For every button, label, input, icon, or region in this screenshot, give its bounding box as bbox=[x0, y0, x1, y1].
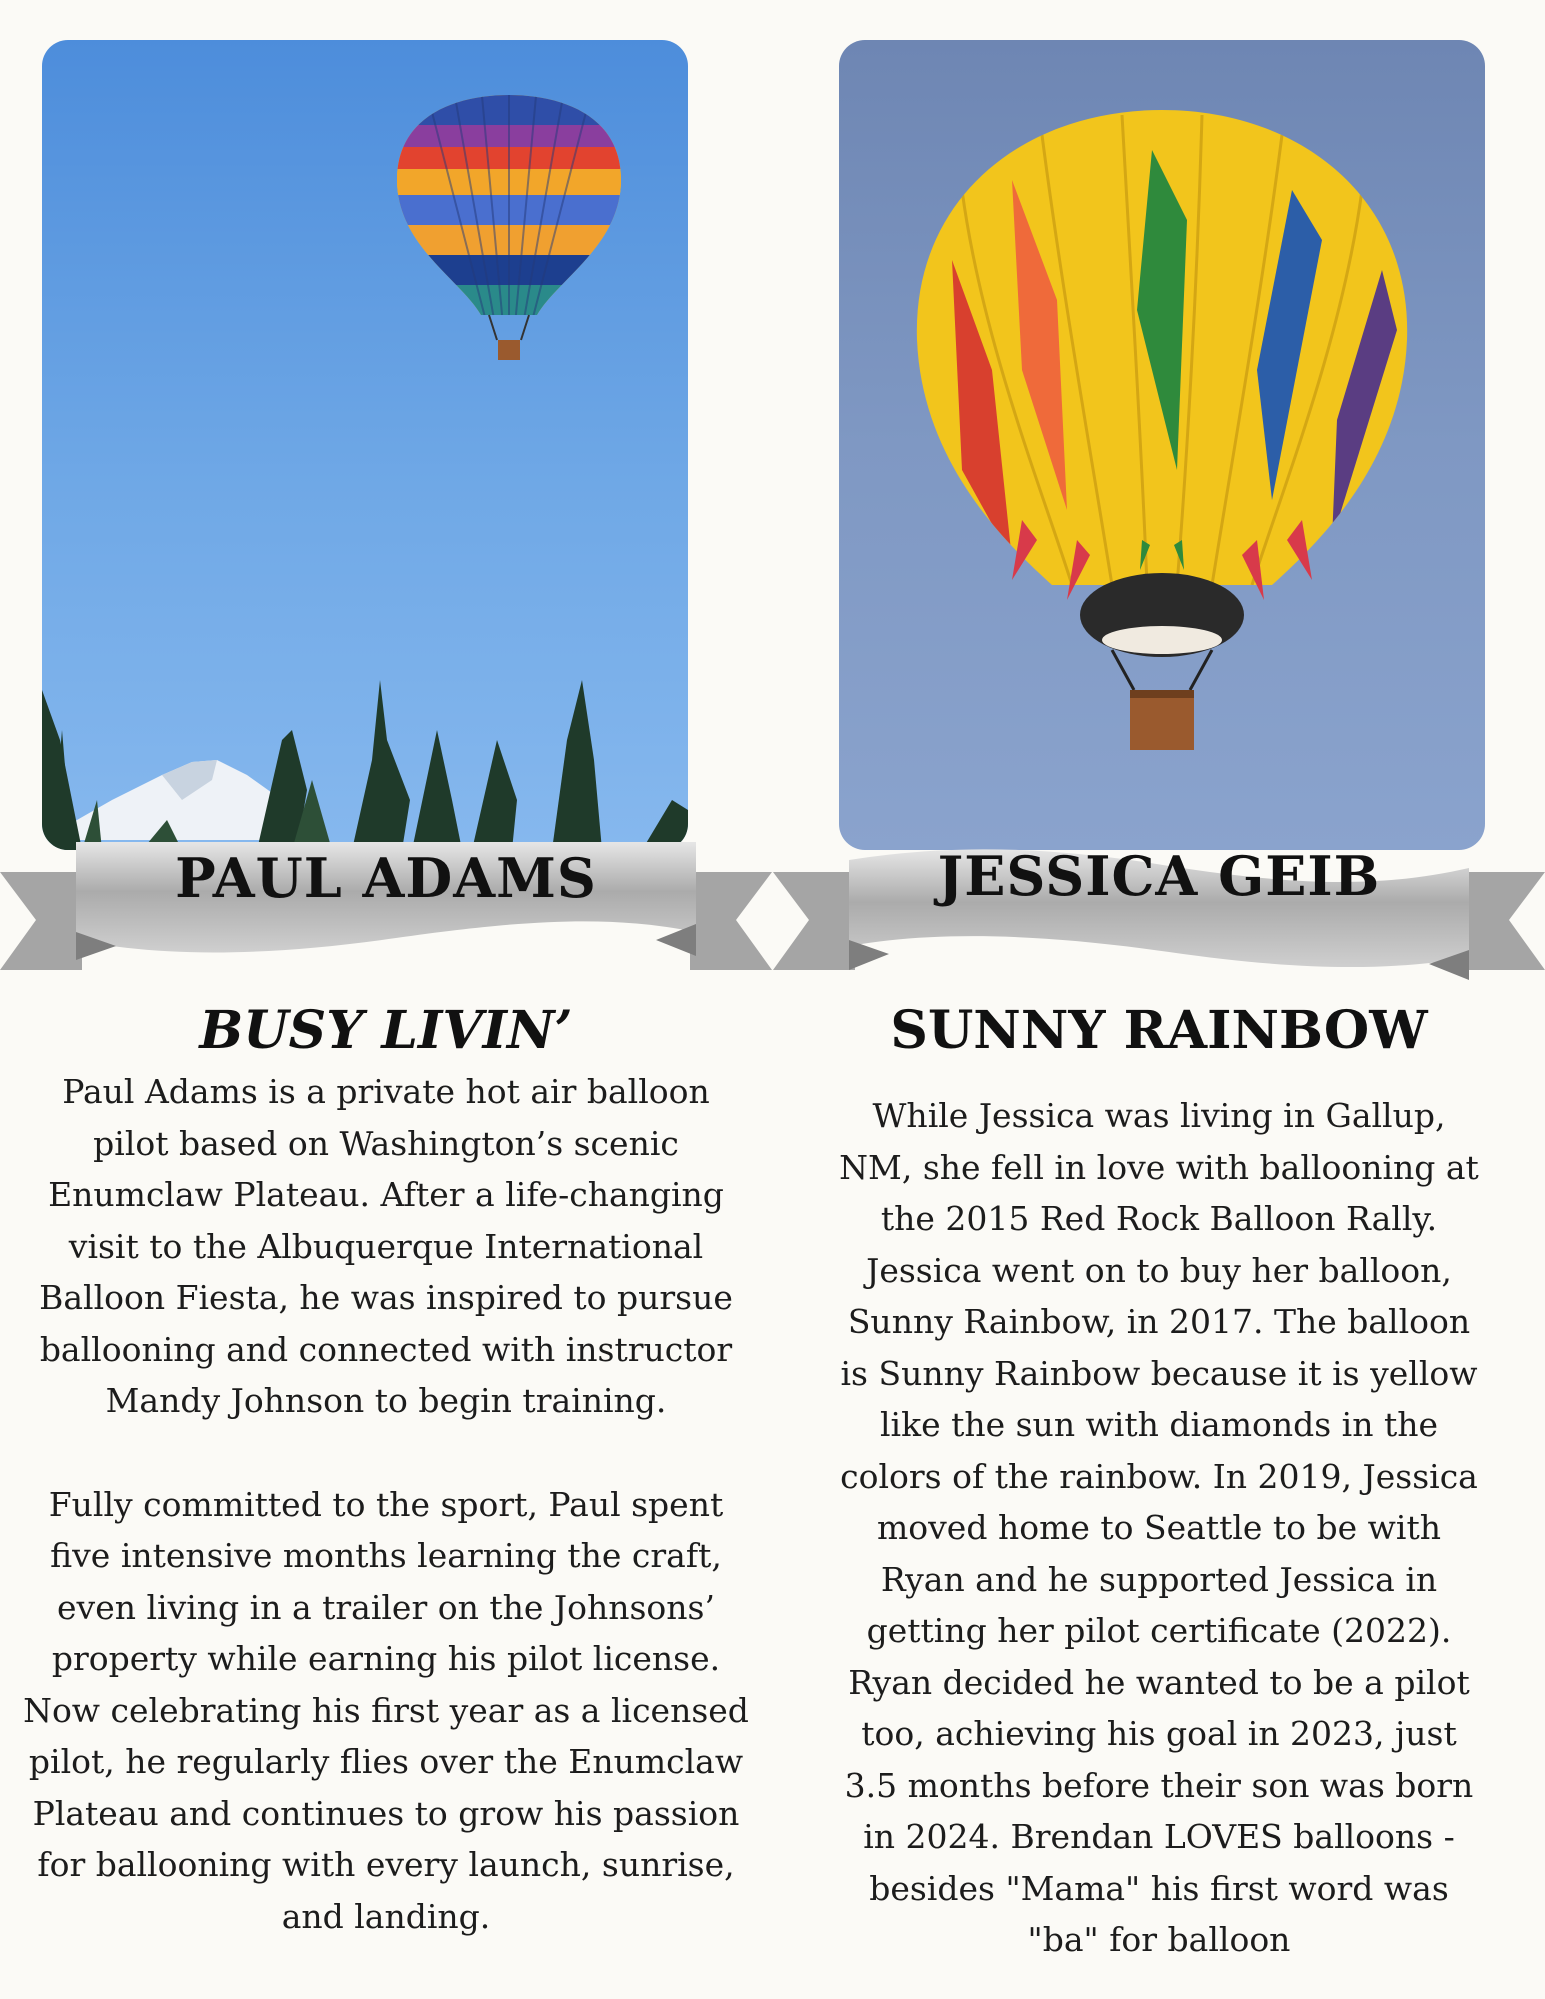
bio-paragraph bbox=[773, 1090, 1545, 1966]
bio-line: visit to the Albuquerque International bbox=[68, 1226, 704, 1266]
bio-line: Ryan decided he wanted to be a pilot bbox=[848, 1662, 1470, 1702]
bio-line: colors of the rainbow. In 2019, Jessica bbox=[840, 1456, 1478, 1496]
balloon-name-heading: BUSY LIVIN’ bbox=[199, 1000, 573, 1061]
bio-line: even living in a trailer on the Johnsons’ bbox=[57, 1587, 715, 1627]
pilot-name: JESSICA GEIB bbox=[937, 844, 1381, 908]
bio-line: pilot, he regularly flies over the Enumclaw bbox=[28, 1742, 744, 1781]
bio-line: Mandy Johnson to begin training. bbox=[105, 1381, 667, 1420]
bio-line: besides "Mama" his first word was bbox=[869, 1868, 1449, 1908]
balloon-name-heading: SUNNY RAINBOW bbox=[890, 1000, 1428, 1061]
bio-line: in 2024. Brendan LOVES balloons - bbox=[863, 1817, 1455, 1856]
balloon-photo-sunny-rainbow bbox=[839, 40, 1485, 850]
bio-line: While Jessica was living in Gallup, bbox=[872, 1096, 1446, 1135]
pilot-card-jessica-geib bbox=[773, 0, 1545, 1999]
bio-line: getting her pilot certificate (2022). bbox=[866, 1611, 1452, 1650]
bio-paragraph bbox=[0, 1066, 772, 1427]
name-ribbon-banner bbox=[769, 820, 1545, 1010]
name-ribbon-banner bbox=[0, 820, 776, 1010]
bio-line: "ba" for balloon bbox=[1027, 1920, 1291, 1959]
bio-line: for ballooning with every launch, sunrise, bbox=[37, 1845, 735, 1884]
bio-line: too, achieving his goal in 2023, just bbox=[861, 1714, 1457, 1753]
bio-line: NM, she fell in love with ballooning at bbox=[839, 1147, 1479, 1187]
bio-line: the 2015 Red Rock Balloon Rally. bbox=[880, 1199, 1438, 1238]
pilot-bio bbox=[773, 1090, 1545, 1966]
bio-line: ballooning and connected with instructor bbox=[39, 1329, 733, 1369]
bio-line: Paul Adams is a private hot air balloon bbox=[62, 1072, 710, 1111]
bio-line: like the sun with diamonds in the bbox=[879, 1405, 1439, 1444]
bio-line: Sunny Rainbow, in 2017. The balloon bbox=[847, 1302, 1471, 1341]
bio-line: moved home to Seattle to be with bbox=[877, 1508, 1441, 1547]
bio-line: and landing. bbox=[281, 1896, 491, 1936]
bio-line: Plateau and continues to grow his passion bbox=[32, 1793, 740, 1833]
bio-line: Enumclaw Plateau. After a life-changing bbox=[48, 1175, 724, 1214]
bio-line: Balloon Fiesta, he was inspired to pursue bbox=[39, 1278, 733, 1317]
pilot-card-paul-adams bbox=[0, 0, 772, 1999]
balloon-over-mountain-illustration bbox=[42, 40, 688, 850]
bio-line: Fully committed to the sport, Paul spent bbox=[48, 1484, 724, 1524]
pilot-name: PAUL ADAMS bbox=[175, 846, 597, 910]
yellow-rainbow-balloon-illustration bbox=[839, 40, 1485, 850]
bio-line: Jessica went on to buy her balloon, bbox=[866, 1250, 1452, 1290]
bio-line: property while earning his pilot license. bbox=[51, 1639, 721, 1678]
bio-line: Ryan and he supported Jessica in bbox=[880, 1559, 1438, 1599]
pilot-bio bbox=[0, 1066, 772, 1942]
balloon-photo-busy-livin bbox=[42, 40, 688, 850]
bio-line: five intensive months learning the craft, bbox=[50, 1536, 722, 1575]
bio-line: is Sunny Rainbow because it is yellow bbox=[840, 1353, 1478, 1393]
bio-paragraph bbox=[0, 1479, 772, 1943]
bio-line: pilot based on Washington’s scenic bbox=[93, 1123, 679, 1163]
bio-line: Now celebrating his first year as a licensed bbox=[23, 1690, 749, 1730]
bio-line: 3.5 months before their son was born bbox=[844, 1765, 1474, 1805]
